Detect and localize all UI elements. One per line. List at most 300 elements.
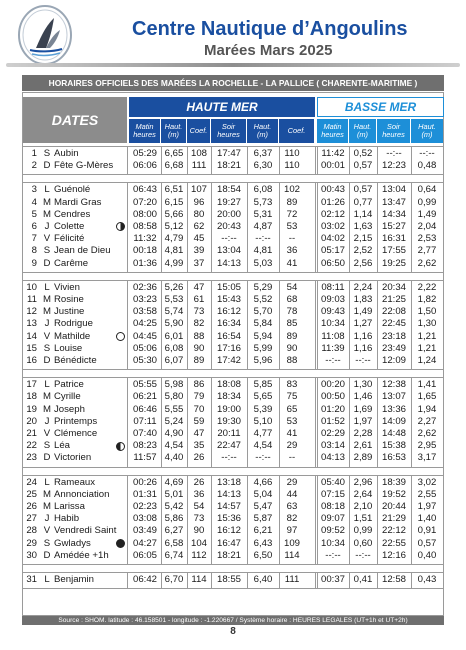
column-header: Haut. (m)	[411, 119, 443, 143]
hm-morning-time: 03:49	[132, 525, 157, 537]
week-group	[23, 572, 443, 588]
hm-evening-height: 6,30	[253, 160, 273, 172]
table-row	[23, 416, 443, 428]
hm-evening-coef: --	[288, 233, 296, 245]
day-number: 18	[26, 391, 37, 403]
bm-morning-height: 1,46	[353, 391, 373, 403]
hm-evening-height: 5,73	[253, 196, 273, 208]
hm-morning-time: 05:55	[132, 379, 157, 391]
bm-evening-height: 2,27	[417, 415, 437, 427]
weekday-letter: L	[44, 184, 50, 196]
hm-morning-time: 03:08	[132, 513, 157, 525]
hm-evening-coef: 53	[286, 415, 298, 427]
table-row	[23, 440, 443, 452]
bm-evening-time: 22:45	[381, 318, 406, 330]
bm-evening-height: 1,21	[417, 330, 437, 342]
high-tide-header: HAUTE MER	[129, 97, 315, 117]
hm-morning-time: 08:00	[132, 208, 157, 220]
bm-morning-time: 00:43	[320, 184, 345, 196]
hm-morning-coef: 108	[190, 148, 207, 159]
bm-evening-height: 1,65	[417, 391, 437, 403]
group-divider	[23, 475, 443, 476]
day-number: 19	[26, 403, 37, 415]
hm-evening-height: 5,10	[253, 415, 273, 427]
hm-morning-height: 6,70	[164, 574, 184, 585]
week-group	[23, 146, 443, 174]
tide-table	[22, 92, 444, 616]
bm-evening-height: 0,57	[417, 537, 437, 549]
saint-name: Patrice	[54, 379, 84, 391]
hm-evening-time: 16:12	[216, 525, 241, 537]
bm-evening-time: 22:55	[381, 537, 406, 549]
hm-morning-height: 5,12	[164, 220, 184, 232]
day-number: 27	[26, 513, 37, 525]
saint-name: Printemps	[54, 415, 98, 427]
saint-name: Guénolé	[54, 184, 91, 196]
hm-morning-height: 5,66	[164, 208, 184, 220]
hm-evening-height: 6,43	[253, 537, 273, 549]
table-row	[23, 245, 443, 257]
bm-morning-height: 0,60	[353, 537, 373, 549]
hm-morning-height: 6,58	[164, 537, 184, 549]
bm-morning-time: 06:50	[320, 257, 345, 269]
hm-evening-coef: 89	[286, 196, 298, 208]
saint-name: Victorien	[54, 452, 92, 464]
hm-evening-coef: 83	[286, 379, 298, 391]
bm-evening-height: 1,49	[417, 208, 437, 220]
hm-morning-height: 6,01	[164, 330, 184, 342]
bm-morning-time: 02:12	[320, 208, 345, 220]
hm-morning-time: 03:58	[132, 306, 157, 318]
hm-evening-height: 6,50	[253, 549, 273, 561]
hm-morning-height: 6,08	[164, 342, 184, 354]
hm-morning-time: 08:23	[132, 440, 157, 452]
bm-morning-height: 1,16	[353, 342, 373, 354]
weekday-letter: S	[43, 245, 51, 257]
hm-evening-height: 5,03	[253, 257, 273, 269]
bm-evening-height: 1,21	[417, 342, 437, 354]
bm-evening-time: 13:36	[381, 403, 406, 415]
bm-morning-height: --:--	[355, 354, 371, 366]
hm-morning-time: 11:57	[133, 452, 157, 464]
hm-evening-coef: 68	[286, 293, 298, 305]
bm-morning-height: 0,57	[353, 184, 373, 196]
source-footer: Source : SHOM. latitude : 46.158501 - longitude : -1.220667 / Système horaire : HEURES LEGALES (UT+1h et UT+2h)	[22, 616, 444, 625]
bm-evening-time: 21:25	[381, 293, 406, 305]
bm-morning-time: 04:13	[320, 452, 345, 464]
hm-evening-coef: 41	[286, 257, 298, 269]
bm-morning-height: 1,51	[353, 513, 373, 525]
bm-morning-height: 1,97	[353, 415, 373, 427]
hm-evening-coef: 72	[286, 208, 298, 220]
hm-morning-time: 02:36	[132, 281, 157, 293]
dates-column-header: DATES	[23, 97, 127, 143]
table-row	[23, 428, 443, 440]
weekday-letter: L	[44, 476, 50, 488]
table-row	[23, 294, 443, 306]
week-group	[23, 182, 443, 271]
hm-evening-time: 20:11	[217, 427, 241, 439]
hm-morning-coef: 54	[193, 500, 205, 512]
hm-morning-time: 06:06	[132, 160, 157, 172]
hm-evening-time: --:--	[221, 452, 237, 464]
low-tide-header: BASSE MER	[317, 97, 444, 117]
hm-evening-time: 18:54	[216, 184, 241, 196]
bm-morning-time: 09:07	[320, 513, 345, 525]
hm-evening-time: 15:43	[216, 293, 241, 305]
hm-morning-coef: 36	[193, 488, 205, 500]
bm-morning-time: 00:37	[320, 574, 345, 585]
hm-morning-height: 5,98	[164, 379, 184, 391]
table-row	[23, 221, 443, 233]
hm-morning-coef: 112	[191, 549, 207, 561]
bm-morning-height: 2,24	[353, 281, 373, 293]
bm-morning-time: 00:20	[320, 379, 345, 391]
hm-evening-height: 5,29	[253, 281, 273, 293]
table-row	[23, 209, 443, 221]
weekday-letter: L	[44, 281, 50, 293]
hm-morning-coef: 114	[191, 574, 207, 585]
hm-evening-coef: 53	[286, 220, 298, 232]
hm-morning-height: 4,81	[164, 245, 184, 257]
table-row	[23, 501, 443, 513]
saint-name: Rameaux	[54, 476, 96, 488]
hm-evening-coef: 114	[284, 549, 300, 561]
group-divider	[23, 369, 443, 370]
bm-evening-time: 12:58	[381, 574, 406, 585]
bm-evening-time: 20:44	[381, 500, 406, 512]
day-number: 22	[26, 440, 37, 452]
hm-morning-time: 00:18	[132, 245, 157, 257]
saint-name: Cyrille	[54, 391, 81, 403]
weekday-letter: D	[43, 160, 51, 172]
bm-morning-height: 0,41	[353, 574, 373, 585]
hm-evening-coef: 110	[284, 148, 300, 159]
hm-evening-time: 22:47	[216, 440, 241, 452]
hm-evening-coef: 102	[283, 184, 300, 196]
table-row	[23, 197, 443, 209]
page-number: 8	[230, 626, 236, 637]
hm-morning-time: 06:05	[132, 549, 157, 561]
hm-morning-coef: 47	[193, 281, 205, 293]
bm-evening-time: 14:09	[381, 415, 406, 427]
table-row	[23, 477, 443, 489]
bm-evening-time: 16:31	[381, 233, 406, 245]
hm-morning-height: 5,01	[164, 488, 184, 500]
saint-name: Carême	[54, 257, 89, 269]
day-number: 17	[26, 379, 37, 391]
bm-evening-time: 14:34	[381, 208, 406, 220]
week-group	[23, 377, 443, 466]
group-divider	[23, 564, 443, 565]
weekday-letter: V	[43, 330, 51, 342]
hm-evening-time: 14:13	[216, 257, 241, 269]
hm-morning-coef: 45	[193, 233, 205, 245]
bm-evening-time: 16:53	[381, 452, 406, 464]
bm-morning-height: 1,49	[353, 306, 373, 318]
hm-evening-time: 18:34	[216, 391, 241, 403]
column-header: Soir heures	[377, 119, 410, 143]
bm-morning-time: 07:15	[320, 488, 345, 500]
bm-evening-height: 2,22	[417, 281, 437, 293]
hm-morning-time: 02:23	[132, 500, 157, 512]
hm-morning-coef: 73	[193, 306, 205, 318]
bm-evening-height: 3,17	[417, 452, 437, 464]
hm-morning-coef: 26	[193, 476, 205, 488]
saint-name: Annonciation	[54, 488, 110, 500]
hm-evening-coef: 111	[284, 574, 300, 585]
hm-morning-height: 5,26	[164, 281, 184, 293]
hm-morning-coef: 104	[190, 537, 207, 549]
hm-morning-coef: 47	[193, 427, 205, 439]
day-number: 23	[26, 452, 37, 464]
hm-evening-coef: 29	[286, 476, 298, 488]
hm-morning-coef: 82	[193, 318, 205, 330]
hm-evening-height: 5,87	[253, 513, 273, 525]
saint-name: Clémence	[54, 427, 98, 439]
bm-evening-height: 1,41	[417, 379, 437, 391]
hm-morning-height: 5,42	[164, 500, 184, 512]
hm-evening-time: 17:16	[216, 342, 241, 354]
hm-evening-height: 5,39	[253, 403, 273, 415]
bm-evening-time: 15:27	[381, 220, 406, 232]
hm-morning-height: 4,99	[164, 257, 184, 269]
hm-evening-time: 16:54	[216, 330, 241, 342]
hm-morning-time: 01:31	[132, 488, 157, 500]
hm-morning-time: 07:20	[132, 196, 157, 208]
hm-morning-time: 04:25	[132, 318, 157, 330]
hm-evening-height: 5,99	[253, 342, 273, 354]
hm-evening-height: 5,65	[253, 391, 273, 403]
bm-morning-height: 1,27	[353, 318, 373, 330]
hm-morning-height: 5,80	[164, 391, 184, 403]
hm-morning-height: 5,90	[164, 318, 184, 330]
bm-morning-height: 0,52	[353, 148, 373, 159]
hm-morning-time: 08:58	[132, 220, 157, 232]
hm-evening-height: 4,77	[253, 427, 273, 439]
hm-morning-height: 6,65	[164, 148, 184, 159]
bm-evening-height: 1,40	[417, 513, 437, 525]
bm-morning-time: 08:18	[320, 500, 345, 512]
hm-evening-time: 15:36	[216, 513, 241, 525]
saint-name: Vivien	[54, 281, 80, 293]
hm-morning-coef: 62	[193, 220, 205, 232]
day-number: 25	[26, 488, 37, 500]
hm-evening-height: 6,21	[253, 525, 273, 537]
hm-evening-coef: 78	[286, 306, 298, 318]
hm-evening-height: 4,54	[253, 440, 273, 452]
bm-morning-height: 1,83	[353, 293, 373, 305]
saint-name: Fête G-Mères	[54, 160, 114, 172]
hm-evening-coef: 110	[284, 160, 300, 172]
bm-morning-height: 2,28	[353, 427, 373, 439]
bm-evening-height: 1,50	[417, 306, 437, 318]
bm-morning-time: 08:11	[321, 281, 345, 293]
column-header: Coef.	[187, 119, 210, 143]
weekday-letter: M	[43, 488, 51, 500]
hm-evening-height: 6,37	[253, 148, 273, 159]
saint-name: Colette	[54, 220, 85, 232]
bm-morning-time: 02:29	[320, 427, 345, 439]
hm-morning-time: 05:06	[132, 342, 157, 354]
hm-evening-coef: 88	[286, 354, 298, 366]
bm-evening-height: 2,62	[417, 427, 437, 439]
hm-morning-coef: 61	[193, 293, 205, 305]
weekday-letter: M	[43, 306, 51, 318]
bm-evening-time: --:--	[386, 148, 402, 159]
hm-evening-time: 18:21	[216, 160, 241, 172]
table-row	[23, 318, 443, 330]
hm-evening-height: 4,87	[253, 220, 273, 232]
page-title: Centre Nautique d’Angoulins	[132, 18, 408, 40]
bm-evening-time: 23:18	[381, 330, 406, 342]
hm-morning-time: 07:40	[132, 427, 157, 439]
hm-morning-coef: 90	[193, 525, 205, 537]
weekday-letter: M	[43, 500, 51, 512]
bm-evening-height: 1,97	[417, 500, 437, 512]
hm-morning-time: 00:26	[132, 476, 157, 488]
bm-evening-time: 19:25	[381, 257, 406, 269]
table-row	[23, 282, 443, 294]
weekday-letter: S	[43, 342, 51, 354]
saint-name: Jean de Dieu	[54, 245, 111, 257]
weekday-letter: D	[43, 354, 51, 366]
hm-evening-time: 17:42	[216, 354, 241, 366]
weekday-letter: L	[44, 574, 50, 585]
hm-evening-height: 5,84	[253, 318, 273, 330]
column-header: Haut. (m)	[161, 119, 186, 143]
hm-evening-time: 20:00	[216, 208, 241, 220]
hm-morning-height: 6,68	[164, 160, 184, 172]
column-header: Haut. (m)	[247, 119, 278, 143]
hm-morning-height: 4,54	[164, 440, 184, 452]
hm-evening-time: 19:30	[216, 415, 241, 427]
bm-morning-time: 10:34	[320, 318, 345, 330]
group-divider	[23, 174, 443, 175]
table-row	[23, 404, 443, 416]
bm-evening-height: 1,24	[417, 354, 437, 366]
day-number: 8	[31, 245, 37, 257]
hm-evening-time: 18:55	[216, 574, 241, 585]
hm-evening-coef: 89	[286, 330, 298, 342]
hm-evening-height: 5,52	[253, 293, 273, 305]
weekday-letter: S	[43, 440, 51, 452]
table-row	[23, 489, 443, 501]
saint-name: Cendres	[54, 208, 91, 220]
hm-evening-coef: 44	[286, 488, 298, 500]
bm-evening-height: --:--	[419, 148, 435, 159]
weekday-letter: M	[43, 196, 51, 208]
bm-morning-time: 05:40	[320, 476, 345, 488]
saint-name: Vendredi Saint	[54, 525, 117, 537]
bm-evening-time: 20:34	[381, 281, 406, 293]
bm-morning-time: 01:20	[320, 403, 345, 415]
hm-morning-height: 6,07	[164, 354, 184, 366]
hm-morning-height: 6,15	[164, 196, 184, 208]
table-row	[23, 160, 443, 172]
saint-name: Bénédicte	[54, 354, 97, 366]
weekday-letter: M	[43, 208, 51, 220]
bm-morning-height: 0,57	[353, 160, 373, 172]
saint-name: Joseph	[54, 403, 85, 415]
hm-evening-time: 14:13	[216, 488, 241, 500]
group-divider	[23, 588, 443, 589]
official-hours-banner: HORAIRES OFFICIELS DES MARÉES LA ROCHELLE - LA PALLICE ( CHARENTE-MARITIME )	[22, 75, 444, 91]
day-number: 28	[26, 525, 37, 537]
bm-evening-time: 22:12	[381, 525, 406, 537]
hm-evening-coef: 29	[286, 440, 298, 452]
hm-morning-time: 07:11	[133, 415, 157, 427]
column-header: Matin heures	[317, 119, 348, 143]
bm-morning-height: 1,16	[353, 330, 373, 342]
hm-morning-time: 05:30	[132, 354, 157, 366]
bm-morning-height: 2,10	[353, 500, 373, 512]
bm-evening-height: 3,02	[417, 476, 437, 488]
hm-evening-height: 4,66	[253, 476, 273, 488]
day-number: 7	[31, 233, 37, 245]
bm-morning-height: --:--	[355, 549, 371, 561]
saint-name: Rodrigue	[54, 318, 93, 330]
bm-morning-height: 0,77	[353, 196, 373, 208]
hm-evening-coef: 90	[286, 342, 298, 354]
hm-morning-height: 6,51	[164, 184, 184, 196]
bm-evening-time: 21:29	[381, 513, 406, 525]
day-number: 3	[31, 184, 37, 196]
day-number: 26	[26, 500, 37, 512]
bm-evening-height: 2,62	[417, 257, 437, 269]
column-header: Soir heures	[211, 119, 246, 143]
group-divider	[23, 146, 443, 147]
header	[0, 0, 466, 75]
day-number: 13	[26, 318, 37, 330]
weekday-letter: L	[44, 379, 50, 391]
hm-evening-height: 6,40	[253, 574, 273, 585]
table-row	[23, 343, 443, 355]
hm-morning-time: 04:45	[132, 330, 157, 342]
hm-morning-coef: 86	[193, 379, 205, 391]
table-row	[23, 525, 443, 537]
bm-evening-height: 0,40	[417, 549, 437, 561]
bm-evening-time: 22:08	[381, 306, 406, 318]
hm-morning-time: 01:36	[132, 257, 157, 269]
hm-evening-height: 5,04	[253, 488, 273, 500]
bm-evening-height: 0,99	[417, 196, 437, 208]
bm-evening-time: 15:38	[381, 440, 406, 452]
weekday-letter: J	[44, 318, 50, 330]
bm-morning-height: 2,64	[353, 488, 373, 500]
weekday-letter: V	[43, 525, 51, 537]
bm-evening-height: 0,43	[417, 574, 437, 585]
hm-morning-coef: 107	[190, 184, 207, 196]
bm-morning-time: 10:34	[320, 537, 345, 549]
hm-morning-coef: 70	[193, 403, 205, 415]
day-number: 11	[27, 293, 37, 305]
hm-evening-coef: 109	[283, 537, 300, 549]
hm-evening-height: 5,31	[253, 208, 273, 220]
week-group	[23, 475, 443, 564]
weekday-letter: J	[44, 415, 50, 427]
table-row	[23, 574, 443, 586]
hm-morning-coef: 79	[193, 391, 205, 403]
bm-evening-height: 2,04	[417, 220, 437, 232]
hm-evening-time: 16:34	[216, 318, 241, 330]
column-header: Coef.	[279, 119, 314, 143]
weekday-letter: M	[43, 391, 51, 403]
hm-morning-height: 4,40	[164, 452, 184, 464]
hm-evening-coef: 41	[286, 427, 298, 439]
saint-name: Mardi Gras	[54, 196, 102, 208]
hm-morning-time: 06:42	[132, 574, 157, 585]
